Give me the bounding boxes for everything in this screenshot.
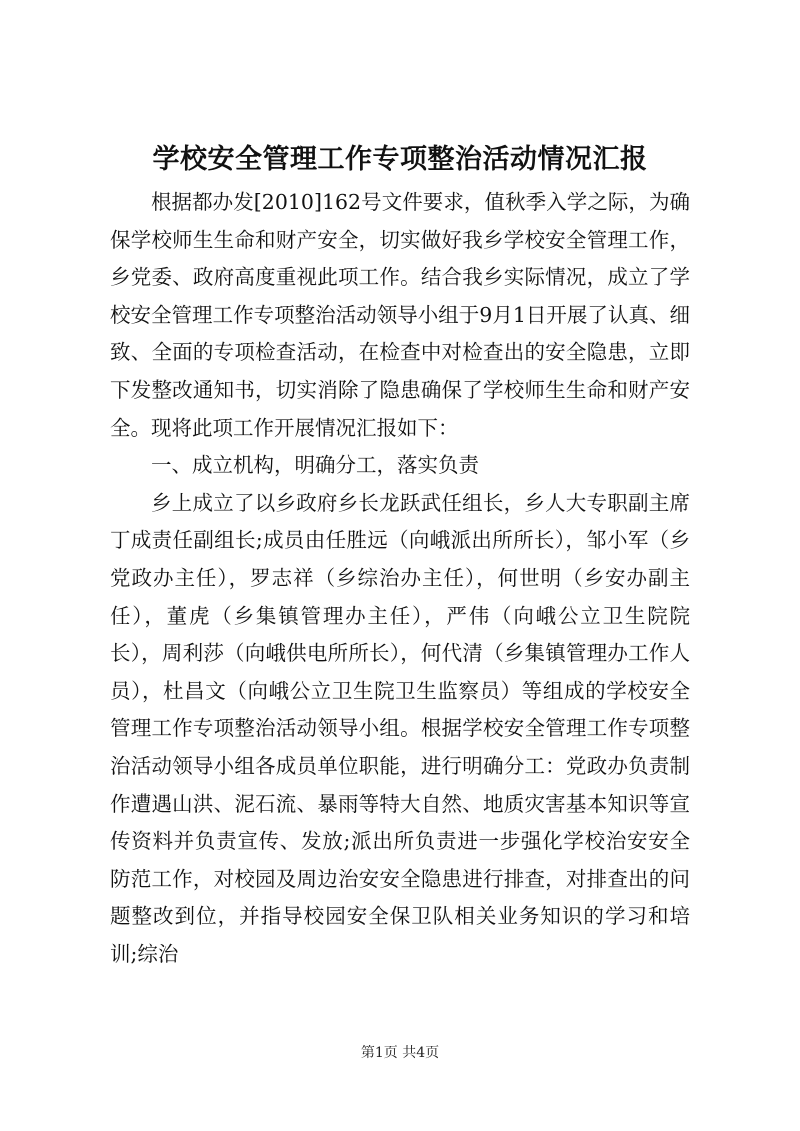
section-heading: 一、成立机构，明确分工，落实负责	[151, 453, 479, 478]
document-title: 学校安全管理工作专项整治活动情况汇报	[152, 144, 648, 175]
document-body	[110, 184, 690, 973]
body-paragraph: 乡上成立了以乡政府乡长龙跃武任组长，乡人大专职副主席丁成责任副组长;成员由任胜远（向峨派出所所长），邹小军（乡党政办主任），罗志祥（乡综治办主任），何世明（乡安办副主任），董虎（乡集镇管理办主任），严伟（向峨公立卫生院院长），周利莎（向峨供电所所长），何代清（乡集镇管理办工作人员），杜昌文（向峨公立卫生院卫生监察员）等组成的学校安全管理工作专项整治活动领导小组。根据学校安全管理工作专项整治活动领导小组各成员单位职能，进行明确分工：党政办负责制作遭遇山洪、泥石流、暴雨等特大自然、地质灾害基本知识等宣传资料并负责宣传、发放;派出所负责进一步强化学校治安安全防范工作，对校园及周边治安安全隐患进行排查，对排查出的问题整改到位，并指导校园安全保卫队相关业务知识的学习和培训;综治	[110, 490, 690, 966]
intro-paragraph: 根据都办发[2010]162号文件要求，值秋季入学之际，为确保学校师生生命和财产安全，切实做好我乡学校安全管理工作，乡党委、政府高度重视此项工作。结合我乡实际情况，成立了学校安全管理工作专项整治活动领导小组于9月1日开展了认真、细致、全面的专项检查活动，在检查中对检查出的安全隐患，立即下发整改通知书，切实消除了隐患确保了学校师生生命和财产安全。现将此项工作开展情况汇报如下：	[110, 190, 690, 440]
page-footer: 第1页 共4页	[360, 1045, 440, 1061]
